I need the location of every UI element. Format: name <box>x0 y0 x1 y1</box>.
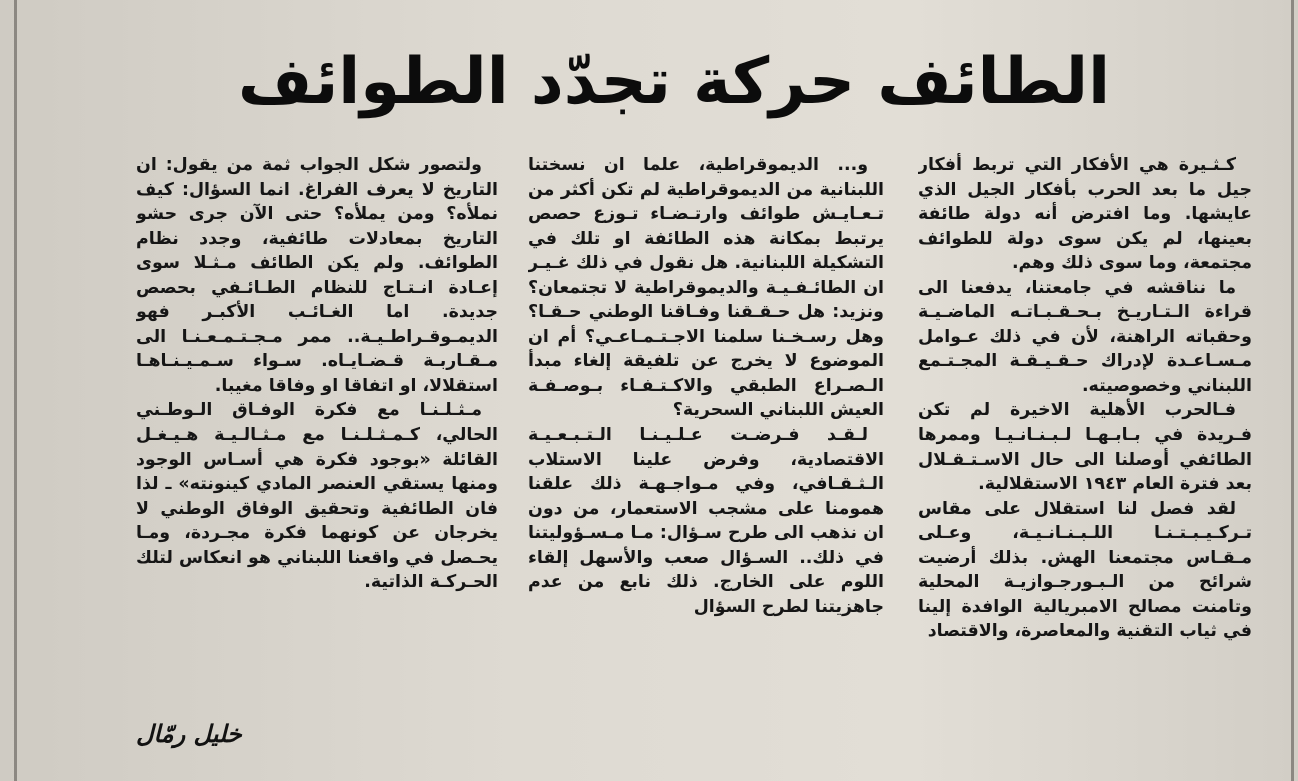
right-edge-rule <box>1291 0 1294 781</box>
paragraph: و... الديموقراطية، علما ان نسختنا اللبنانية من الديموقراطية لم تكن أكثر من تـعـايـش طوائف وارتـضـاء تـوزع حصص يرتبط بمكانة هذه الطائفة او تلك في التشكيلة اللبنانية. هل نقول في ذلك غـيـر ان الطائـفـيـة والديموقراطية لا تجتمعان؟ ونزيد: هل حـقـقنا وفـاقنا الوطني حـقـا؟ وهل رسـخـنا سلمنا الاجـتـمـاعـي؟ أم ان الموضوع لا يخرج عن تلفيقة إلغاء مبدأ الـصـراع الطبقي والاكـتـفـاء بـوصـفـة العيش اللبناني السحرية؟ <box>528 155 884 421</box>
paragraph: ولتصور شكل الجواب ثمة من يقول: ان التاريخ لا يعرف الفراغ. انما السؤال: كيف نملأه؟ ومن يملأه؟ حتى الآن جرى حشو التاريخ بمعادلات طائفية، وجدد نظام الطوائف. ولم يكن الطائف مـثـلا سوى إعـادة انـتـاج للنظام الطـائـفي بحصص جديدة. اما الغـائـب الأكبـر فهو الديمـوقـراطـيـة.. ممر مـجـتـمـعـنـا الى مـقـاربـة قـضـايـاه. سـواء سـمـيـنـاهـا استقلالا، او اتفاقا او وفاقا مغيبا. <box>136 155 498 396</box>
column-right <box>918 153 1252 751</box>
paragraph: فـالحرب الأهلية الاخيرة لم تكن فـريدة في بـابـهـا لـبـنـانـيـا وممرها الطائفي أوصلنا الى حال الاسـتـقـلال بعد فترة العام ١٩٤٣ الاستقلالية. <box>918 400 1252 495</box>
paragraph: ما نناقشه في جامعتنا، يدفعنا الى قراءة الـتـاريـخ بـحـقـبـاتـه الماضـيـة وحقباته الراهنة، لأن في ذلك عـوامل مـسـاعـدة لإدراك حـقـيـقـة المجـتـمع اللبناني وخصوصيته. <box>918 277 1252 396</box>
article-headline: الطائف حركة تجدّد الطوائف <box>238 45 1110 119</box>
paragraph: لقد فصل لنا استقلال على مقاس تـركـيـبـتـنـا اللـبـنـانـيـة، وعـلى مـقـاس مجتمعنا الهش. بذلك أرضيت شرائح من الـبـورجـوازيـة المحلية وتامنت مصالح الامبريالية الوافدة إلينا في ثياب التقنية والمعاصرة، والاقتصاد <box>918 498 1252 642</box>
left-edge-rule <box>14 0 17 781</box>
paragraph: مـثـلـنـا مع فكرة الوفـاق الـوطـني الحالي، كـمـثـلـنـا مع مـثـالـيـة هـيـغـل القائلة «بوجود فكرة هي أسـاس الوجود ومنها يستقي العنصر المادي كينونته» ـ لذا فان الطائفية وتحقيق الوفاق الوطني لا يخرجان عن كونهما فكرة مجـردة، ومـا يحـصل في واقعنا اللبناني هو انعكاس لتلك الحـركـة الذاتية. <box>136 400 498 593</box>
column-left <box>136 153 498 713</box>
paragraph: كـثـيرة هي الأفكار التي تربط أفكار جيل ما بعد الحرب بأفكار الجيل الذي عايشها. وما افترض أنه دولة طائفة بعينها، لم يكن سوى دولة للطوائف مجتمعة، وما سوى ذلك وهم. <box>918 155 1252 274</box>
column-middle <box>528 153 884 751</box>
author-signature: خليل رمّال <box>136 720 242 748</box>
paragraph: لـقـد فـرضـت عـلـيـنـا الـتـبـعـيـة الاقتصادية، وفرض علينا الاستلاب الـثـقـافي، وفي مـواجـهـة ذلك علقنا همومنا على مشجب الاستعمار، من دون ان نذهب الى طرح سـؤال: مـا مـسـؤوليتنا في ذلك.. السـؤال صعب والأسهل إلقاء اللوم على الخارج. ذلك نابع من عدم جاهزيتنا لطرح السؤال <box>528 425 884 617</box>
